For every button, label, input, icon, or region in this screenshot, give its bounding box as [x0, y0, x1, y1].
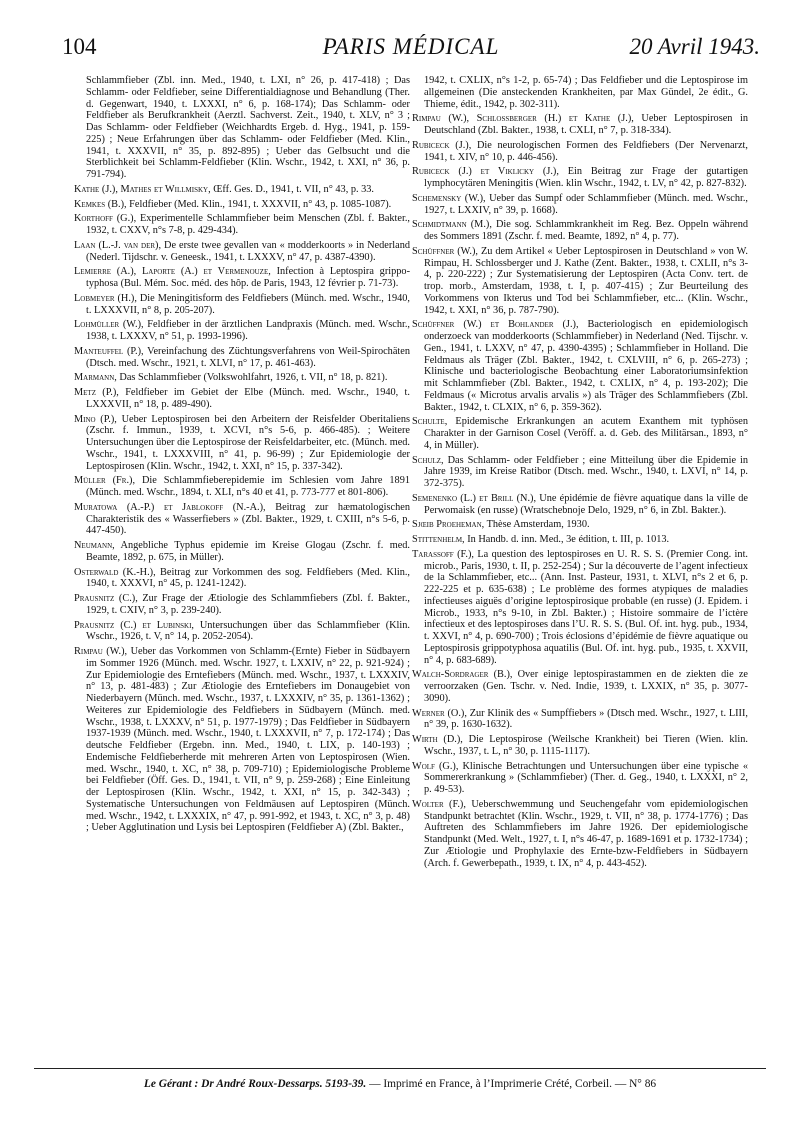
- reference-entry: [74, 266, 410, 290]
- reference-author: Metz (P.),: [74, 387, 119, 398]
- issue-date: 20 Avril 1943.: [629, 34, 760, 59]
- footer-imprint: — Imprimé en France, à l’Imprimerie Crété, Corbeil. — N° 86: [366, 1078, 657, 1090]
- reference-author: Muratowa (A.-P.) et Jablokoff (N.-A.),: [74, 501, 266, 513]
- reference-text: Ein Beitrag zur Frage der gutartigen lymphocytären Meningitis (Wien. klin Wschr., 1942, t. LV, n° 42, p. 827-832).: [424, 166, 748, 189]
- page-header: [62, 34, 760, 68]
- reference-text: Die Meningitisform des Feldfiebers (Münch. med. Wschr., 1940, t. LXXXVII, n° 8, p. 205-207).: [86, 292, 410, 316]
- reference-entry: [74, 414, 410, 473]
- reference-author: Lohmüller (W.),: [74, 319, 144, 331]
- reference-author: Walch-Sordrager (B.),: [412, 669, 513, 681]
- reference-text: Klinische Betrachtungen und Untersuchungen über eine typische « Sommererkrankung » (Schlammfieber) (Ther. d. Geg., 1940, t. LXXXI, n° 2, p. 49-53).: [424, 760, 748, 795]
- reference-author: Laan (L.-J. van der),: [74, 239, 162, 251]
- reference-entry: [412, 734, 748, 758]
- reference-author: Tarassoff (F.),: [412, 548, 474, 560]
- page-number: 104: [62, 34, 97, 59]
- reference-text: Die Schlammfieberepidemie im Schlesien vom Jahre 1891 (Münch. med. Wschr., 1894, t. XLI, n°s 40 et 41, p. 773-777 et 801-806).: [86, 475, 410, 498]
- reference-entry: [74, 346, 410, 370]
- reference-entry: [74, 240, 410, 264]
- reference-text: Feldfieber in der ärztlichen Landpraxis (Münch. med. Wschr., 1938, t. LXXXV, n° 51, p. 1993-1996).: [86, 319, 410, 342]
- footer-rule: [34, 1068, 766, 1069]
- reference-entry: [412, 549, 748, 667]
- reference-entry: [412, 455, 748, 490]
- reference-text: Thèse Amsterdam, 1930.: [484, 519, 590, 531]
- reference-author: Lemierre (A.), Laporte (A.) et Vermenouze,: [74, 266, 271, 278]
- reference-entry: [412, 799, 748, 870]
- reference-author: Rimpau (W.),: [74, 646, 128, 657]
- reference-text: Die Leptospirose (Weilsche Krankheit) bei Tieren (Wien. klin. Wschr., 1937, t. L, n° 30, p. 1115-1117).: [424, 734, 748, 757]
- reference-entry: [412, 708, 748, 732]
- reference-entry: [74, 567, 410, 591]
- reference-entry: [74, 75, 410, 181]
- reference-entry: [412, 534, 748, 546]
- reference-author: Neumann,: [74, 540, 115, 551]
- reference-author: Wolf (G.),: [412, 760, 459, 772]
- reference-text: Epidemische Erkrankungen an acutem Exanthem mit typhösen Charakter in der Garnison Cosel (Veröff. a. d. Geb. des Militärsan., 1893, n° 4, in Müller).: [424, 416, 748, 451]
- reference-text: 1942, t. CXLIX, n°s 1-2, p. 65-74) ; Das Feldfieber und die Leptospirose im allgemeinen (Die ansteckenden Krankheiten, par Max Gündel, 2e édit., G. Thieme, édit., 1942, p. 302-311).: [424, 75, 748, 110]
- reference-text: Zur Frage der Ætiologie des Schlammfiebers (Zbl. f. Bakter., 1929, t. CXIV, n° 3, p. 239-240).: [86, 593, 410, 616]
- reference-author: Rimpau (W.), Schlossberger (H.) et Kathe (J.),: [412, 113, 634, 125]
- reference-author: Rubiceck (J.) et Viklicky (J.),: [412, 166, 559, 178]
- reference-entry: [74, 319, 410, 343]
- reference-text: Experimentelle Schlammfieber beim Menschen (Zbl. f. Bakter., 1932, t. CXXV, n°s 7-8, p. 429-434).: [86, 213, 410, 236]
- reference-text: La question des leptospiroses en U. R. S. S. (Premier Cong. int. microb., Paris, 1930, t. II, p. 252-254) ; Sur la découverte de l’agent infectieux de la Schlammfieber, etc... (Ann. Inst. Pasteur, 1931, t. XLVI, n°s 2 et 6, p. 222-225 et p. 635-638) ; Le problème des formes atypiques de maladies infectieuses aiguës d’origine leptospirosique probable (en russe) (J. Epidem. i Microb., 1933, n°s 9-10, in Zbl. Bakter.) ; Histoire sommaire de l’ictère infectieux et des leptospiroses dans l’U. R. S. S. (Bul. Of. int. hyg. pub., 1934, t. XXVI, n° 4, p. 690-700) ; Trois éclosions d’épidémie de fièvre aquatique ou Leptospirosis grippotyphosa aquatilis (Bul. Of. int. hyg. pub., 1935, t. XXVII, n° 4, p. 683-689).: [424, 548, 748, 666]
- reference-text: De erste twee gevallen van « modderkoorts » in Nederland (Nederl. Tijdschr. v. Geneesk., 1941, t. LXXXV, n° 47, p. 4387-4390).: [86, 239, 410, 263]
- reference-text: Ueber Leptospirosen bei den Arbeitern der Reisfelder Oberitaliens (Zschr. f. Immun., 1939, t. XCVI, n°s 5-6, p. 466-485). ; Weitere Untersuchungen über die Leptospirose der Reisfeldarbeiter, etc. (Münch. med. Wschr., 1941, t. LXXXVIII, n° 41, p. 96-99) ; Zur Epidemiologie der Leptospirosen (Klin. Wschr., 1942, t. XXI, n° 15, p. 337-342).: [86, 413, 410, 472]
- reference-text: Ueber das Vorkommen von Schlamm-(Ernte) Fieber in Südbayern im Sommer 1926 (Münch. med. Wschr. 1927, t. LXXIV, n° 22, p. 921-924) ; Zur Epidemiologie des Erntefiebers (Münch. med. Wschr., 1937, t. LXXXIV, n° 13, p. 481-483) ; Zur Ætiologie des Erntefiebers im Donaugebiet von Niederbayern (Münch. med. Wschr., 1937, t. LXXXIV, n° 35, p. 1361-1362) ; Weiteres zur Epidemiologie des Feldfiebers in Südbayern (Münch. med. Wschr., 1938, t. LXXXV, n° 51, p. 1977-1979) ; Das Feldfieber in Südbayern 1937-1939 (Münch. med. Wschr., 1940, t. LXXXVII, n° 7, p. 172-174) ; Das deutsche Feldfieber (Ergebn. inn. Med., 1940, t. LIX, p. 140-193) ; Endemische Feldfieberherde mit mehreren Arten von Leptospirosen (Wien. med. Wschr., 1940, t. XC, n° 38, p. 709-710) ; Epidemiologische Probleme bei Feldfieber (Öff. Ges. D., 1941, t. VII, n° 9, p. 259-268) ; Eine Einleitung der Leptospirosen (Klin. Wschr., 1942, t. XXI, n° 15, p. 342-343) ; Systematische Untersuchungen von Feldmäusen auf Leptospiren (Münch. med. Wschr., 1942, t. LXXXIX, n° 47, p. 991-992, et 1943, t. XC, n° 3, p. 48) ; Ueber Agglutination und Lysis bei Leptospiren (Feldfieber A) (Zbl. Bakter.,: [86, 646, 410, 834]
- reference-entry: [74, 184, 410, 196]
- reference-entry: [74, 199, 410, 211]
- journal-title: PARIS MÉDICAL: [322, 34, 500, 59]
- reference-text: Das Schlammfieber (Volkswohlfahrt, 1926, t. VII, n° 18, p. 821).: [116, 372, 388, 384]
- reference-text: Ueberschwemmung und Seuchengefahr vom epidemiologischen Standpunkt betrachtet (Klin. Wschr., 1929, t. VII, n° 38, p. 1774-1776) ; Das Auftreten des Schlammfiebers im Jahre 1926. Der epidemiologische Standpunkt (Med. Welt., 1927, t. I, n°s 46-47, p. 1689-1691 et p. 1732-1734) ; Zur Ætiologie und Prophylaxie des Ernte-bzw-Feldfiebers in Südbayern (Arch. f. Gewerbepath., 1939, t. IX, n° 4, p. 443-452).: [424, 798, 748, 869]
- reference-author: Wirth (D.),: [412, 734, 463, 745]
- reference-text: Beitrag zur hæmatologischen Charakteristik des « Wasserfiebers » (Zbl. Bakter., 1929, t. CXIII, n°s 5-6, p. 447-450).: [86, 501, 410, 537]
- reference-text: Beitrag zur Vorkommen des sog. Feldfiebers (Med. Klin., 1940, t. XXXVI, n° 45, p. 1241-1242).: [86, 566, 410, 590]
- reference-author: Schulz,: [412, 454, 444, 466]
- left-column: [74, 75, 410, 1055]
- reference-text: Feldfieber im Gebiet der Elbe (Münch. med. Wschr., 1940, t. LXXXVII, n° 18, p. 489-490).: [86, 387, 410, 410]
- right-column: [412, 75, 748, 1055]
- reference-author: Lobmeyer (H.),: [74, 292, 137, 304]
- reference-entry: [412, 219, 748, 243]
- reference-entry: [412, 140, 748, 164]
- reference-entry: [74, 213, 410, 237]
- reference-author: Korthoff (G.),: [74, 213, 137, 225]
- reference-author: Schemensky (W.),: [412, 192, 486, 204]
- reference-text: Zu dem Artikel « Ueber Leptospirosen in Deutschland » von W. Rimpau, H. Schlossberger und J. Kathe (Zent. Bakter., 1938, t. CXLII, n°s 3-4, p. 220-222) ; Zur Systematisierung der Leptospiren (Acta Conv. tert. de trop. morb., Amsterdam, 1938, t. I, p. 407-415) ; Zur Beurteilung des Vorkommens von Ikterus und Tod bei Schlammfieber, etc... (Klin. Wschr., 1942, t. XXI, n° 36, p. 787-790).: [424, 245, 748, 316]
- reference-entry: [412, 761, 748, 796]
- reference-text: Vereinfachung des Züchtungsverfahrens von Weil-Spirochäten (Dtsch. med. Wschr., 1921, t. XLVI, n° 17, p. 461-463).: [86, 345, 410, 369]
- reference-text: Ueber das Sumpf oder Schlammfieber (Münch. med. Wschr., 1927, t. LXXIV, n° 39, p. 1668).: [424, 192, 748, 216]
- reference-text: Die sog. Schlammkrankheit im Reg. Bez. Oppeln während des Sommers 1891 (Zschr. f. med. Beamte, 1892, n° 4, p. 77).: [424, 219, 748, 242]
- reference-author: Müller (Fr.),: [74, 475, 136, 487]
- reference-entry: [412, 669, 748, 704]
- reference-author: Wolter (F.),: [412, 798, 466, 810]
- reference-text: Die neurologischen Formen des Feldfiebers (Der Nervenarzt, 1941, t. XIV, n° 10, p. 446-456).: [424, 139, 748, 163]
- reference-author: Prausnitz (C.) et Lubinski,: [74, 619, 195, 631]
- reference-author: Schüffner (W.) et Bohlander (J.),: [412, 319, 579, 331]
- reference-author: Marmann,: [74, 372, 117, 384]
- reference-entry: [412, 246, 748, 317]
- reference-text: Zur Klinik des « Sumpffiebers » (Dtsch med. Wschr., 1927, t. LIII, n° 39, p. 1630-1632).: [424, 707, 748, 731]
- reference-author: Kemkes (B.),: [74, 198, 127, 210]
- reference-entry: [412, 519, 748, 531]
- reference-text: Das Schlamm- oder Feldfieber ; eine Mitteilung über die Epidemie in Jahre 1939, im Kreise Ratibor (Dtsch. med. Wschr., 1940, t. LXVI, n° 14, p. 372-375).: [424, 454, 748, 489]
- reference-author: Rubiceck (J.),: [412, 139, 472, 151]
- reference-text: Angebliche Typhus epidemie im Kreise Glogau (Zschr. f. med. Beamte, 1892, p. 675, in Müller).: [86, 540, 410, 563]
- reference-text: Bacteriologisch en epidemiologisch onderzoeck van modderkoorts (Schlammfieber) in Nederland (Ned. Tijschr. v. Gen., 1941, t. LXXV, n° 47, p. 4390-4395) ; Schlammfieber in Holland. Die Feldmaus als Träger (Zbl. Bakter., 1942, t. CXLVIII, n° 6, p. 265-273) ; Klinische und bacteriologische Beobachtung einer Laboratoriumsinfektion mit Schlammfieber (Zbl. Bakter., 1942, t. CXLIX, n° 4, p. 193-202); Die Feldmaus (« Microtus arvalis arvalis ») als Träger des Schlammfiebers (Zbl. Bakter., 1942, t. CLXIX, n° 6, p. 359-362).: [424, 319, 748, 413]
- reference-text: Feldfieber (Med. Klin., 1941, t. XXXVII, n° 43, p. 1085-1087).: [126, 198, 392, 210]
- reference-entry: [412, 193, 748, 217]
- reference-author: Manteuffel (P.),: [74, 345, 144, 357]
- reference-entry: [412, 113, 748, 137]
- reference-author: Stittenhelm,: [412, 534, 465, 545]
- page-footer: [34, 1078, 766, 1090]
- reference-text: Infection à Leptospira grippo-typhosa (Bul. Mém. Soc. méd. des hôp. de Paris, 1943, 12 février p. 71-73).: [86, 266, 410, 289]
- reference-author: Mino (P.),: [74, 413, 117, 425]
- reference-text: Ueber Leptospirosen in Deutschland (Zbl. Bakter., 1938, t. CXLI, n° 7, p. 318-334).: [424, 113, 748, 136]
- reference-entry: [412, 75, 748, 110]
- reference-author: Schulte,: [412, 416, 448, 428]
- reference-author: Werner (O.),: [412, 707, 467, 719]
- reference-entry: [74, 293, 410, 317]
- reference-entry: [74, 540, 410, 564]
- reference-entry: [74, 646, 410, 834]
- reference-entry: [74, 387, 410, 411]
- reference-entry: [412, 493, 748, 517]
- reference-text: Over einige leptospirastammen en de ziekten die ze verroorzaken (Gen. Tschr. v. Ned. Indie, 1939, t. LXXIX, n° 35, p. 3077-3090).: [424, 669, 748, 704]
- reference-author: Semenenko (L.) et Brill (N.),: [412, 492, 537, 504]
- reference-author: Schüffner (W.),: [412, 245, 479, 257]
- reference-text: In Handb. d. inn. Med., 3e édition, t. III, p. 1013.: [464, 534, 670, 545]
- reference-author: Osterwald (K.-H.),: [74, 566, 156, 578]
- reference-text: Schlammfieber (Zbl. inn. Med., 1940, t. LXI, n° 26, p. 417-418) ; Das Schlamm- oder Feldfieber, seine Differentialdiagnose und Behandlung (Ther. d. Gegenwart, 1940, t. LXXXI, n° 6, p. 168-174); Das Schlamm- oder Feldfieber als Berufkrankheit (Aerztl. Sachverst. Zeit., 1940, t. XLV, n° 3 ; Das Schlamm- oder Feldfieber (Weichhardts Ergeb. d. Hyg., 1941, p. 159-225) ; Neue Erfahrungen über das Schlamm- oder Feldfieber (Med. Klin., 1941, t. XXXVII, n° 35, p. 892-895) ; Ueber das Gelbsucht und die Sterblichkeit bei Schlamm-Feldfieber (Klin. Wschr., 1942, t. XXI, n° 36, p. 791-794).: [86, 75, 410, 180]
- reference-entry: [412, 319, 748, 413]
- reference-entry: [74, 475, 410, 499]
- reference-entry: [412, 416, 748, 451]
- reference-author: Kathe (J.), Mathes et Willmisky,: [74, 183, 211, 195]
- reference-author: Schmidtmann (M.),: [412, 219, 492, 231]
- reference-entry: [74, 372, 410, 384]
- reference-entry: [412, 166, 748, 190]
- footer-gerant: Le Gérant : Dr André Roux-Dessarps. 5193-39.: [143, 1078, 367, 1090]
- reference-text: Œff. Ges. D., 1941, t. VII, n° 43, p. 33.: [210, 183, 375, 195]
- reference-entry: [74, 593, 410, 617]
- reference-entry: [74, 620, 410, 644]
- reference-entry: [74, 502, 410, 537]
- reference-author: Sjœib Proeheman,: [412, 519, 485, 531]
- reference-author: Prausnitz (C.),: [74, 593, 138, 604]
- reference-text: Untersuchungen über das Schlammfieber (Klin. Wschr., 1926, t. V, n° 14, p. 2052-2054).: [86, 619, 410, 643]
- reference-text: Une épidémie de fièvre aquatique dans la ville de Perwomaisk (en russe) (Wratschebnoje Delo, 1929, n° 6, in Zbl. Bakter.).: [424, 492, 748, 516]
